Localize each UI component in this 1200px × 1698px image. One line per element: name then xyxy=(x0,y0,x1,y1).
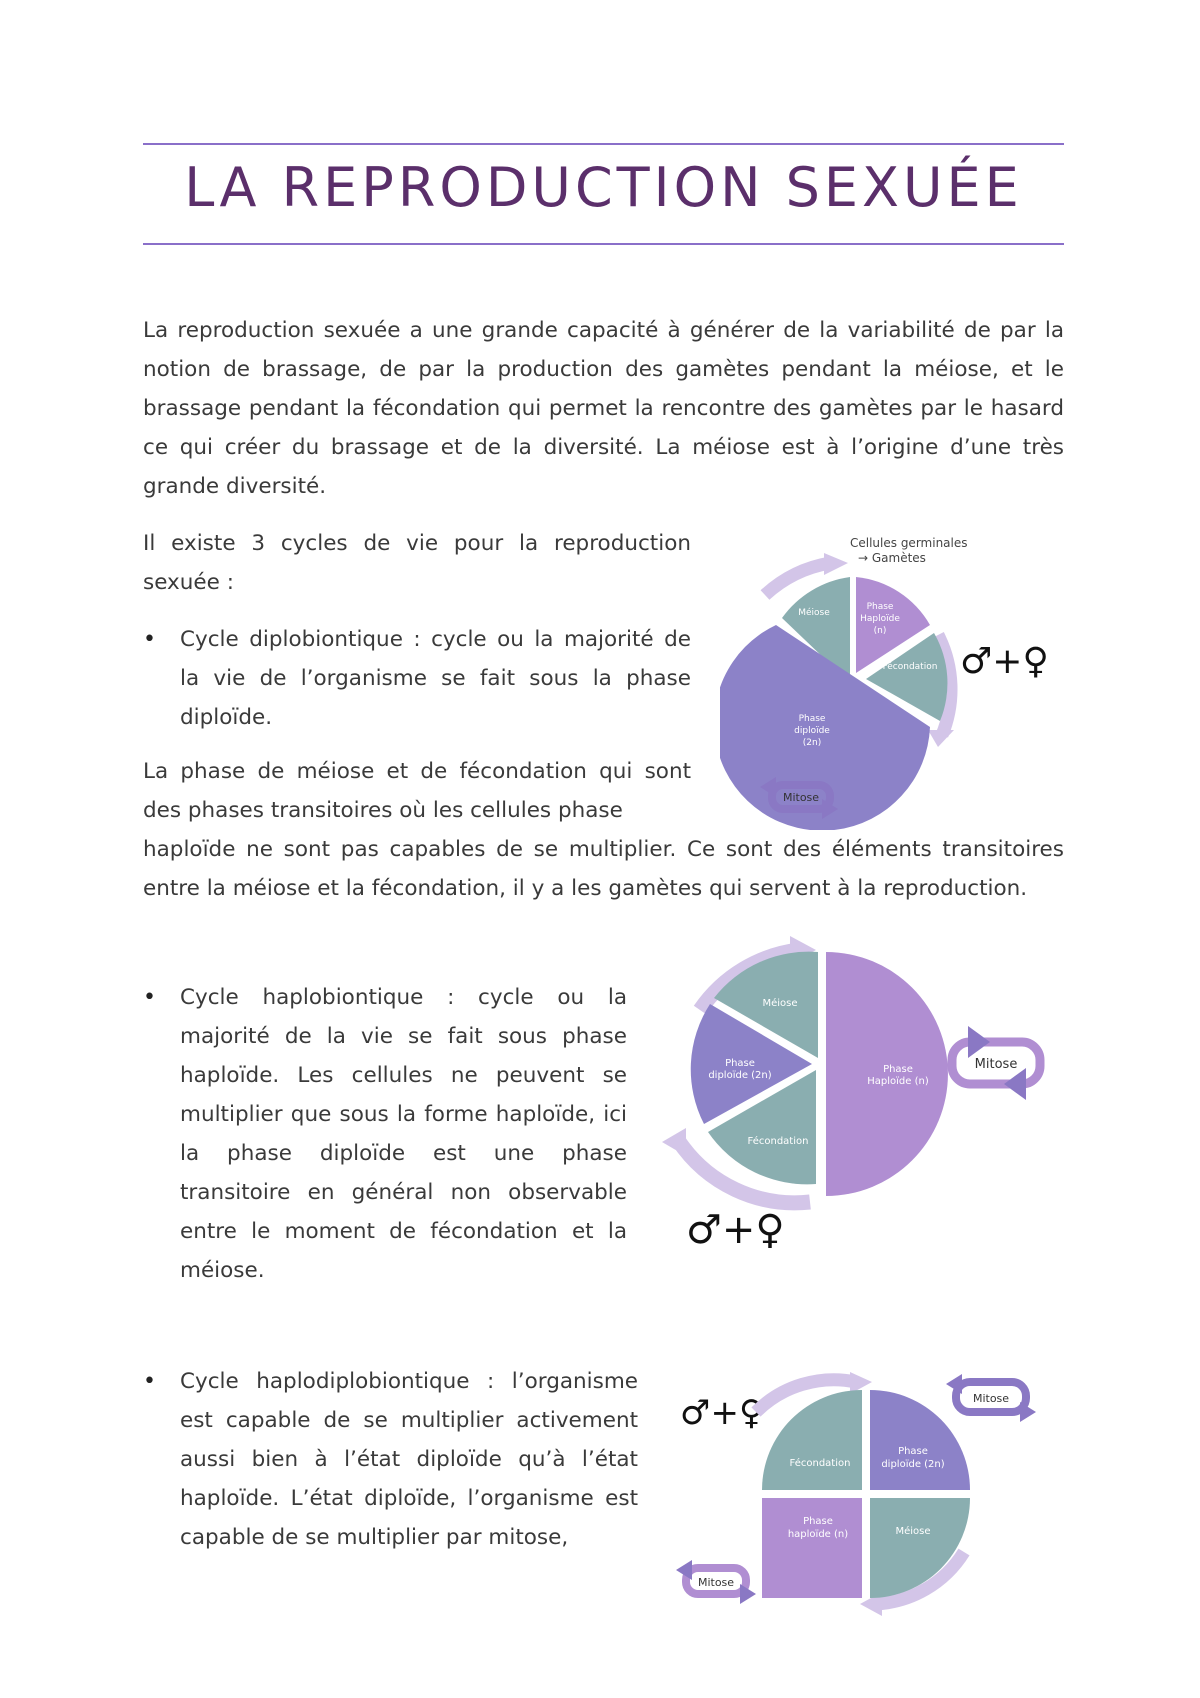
diagram-diplobiontique xyxy=(720,525,1060,830)
label-diploide-1: Phase xyxy=(798,714,826,724)
diagram1-caption-1: Cellules germinales xyxy=(850,536,968,550)
transit-paragraph-start: La phase de méiose et de fécondation qui sont des phases transitoires où les cellules phase xyxy=(143,759,691,823)
arrow-head-bottom xyxy=(662,1128,686,1156)
diagram-haplobiontique xyxy=(650,930,1060,1260)
label-diploide-3: (2n) xyxy=(802,738,822,748)
arrow-head-right xyxy=(928,730,954,747)
intro-paragraph: La reproduction sexuée a une grande capacité à générer de la variabilité de par la notion de brassage, de par la production des gamètes pendant la méiose, et le brassage pendant la fécondation qui permet la rencontre des gamètes par le hasard ce qui créer du brassage et de la diversité. La méiose est à l’origine d’une très grande diversité. xyxy=(143,318,1064,499)
bullet-cycle1: • xyxy=(143,627,156,652)
label-haploide-3: (n) xyxy=(873,626,887,636)
title-rule-top xyxy=(143,143,1064,145)
label-haploide-1: Phase xyxy=(866,602,894,612)
bullet-cycle2: • xyxy=(143,985,156,1010)
cycles-intro: Il existe 3 cycles de vie pour la reproduction sexuée : xyxy=(143,531,691,595)
page-title: LA REPRODUCTION SEXUÉE xyxy=(184,156,1023,219)
transit-paragraph-end: haploïde ne sont pas capables de se multiplier. Ce sont des éléments transitoires entre la méiose et la fécondation, il y a les gamètes qui servent à la reproduction. xyxy=(143,837,1064,901)
label-haploide-1: Phase xyxy=(803,1516,833,1527)
label-fecondation: Fécondation xyxy=(882,662,938,672)
label-diploide-1: Phase xyxy=(725,1058,755,1069)
label-haploide-2: haploïde (n) xyxy=(787,1529,849,1540)
label-mitose: Mitose xyxy=(974,1057,1018,1072)
cycle3-text: Cycle haplodiplobiontique : l’organisme est capable de se multiplier activement aussi bien à l’état diploïde qu’à l’état haploïde. L’état diploïde, l’organisme est capable de se multiplier par mitose, xyxy=(180,1369,638,1550)
label-diploide-2: diploïde xyxy=(794,726,830,736)
title-rule-bottom xyxy=(143,243,1064,245)
gametes-symbols: ♂+♀ xyxy=(680,1393,764,1433)
label-haploide-2: Haploïde xyxy=(860,614,900,624)
label-meiose: Méiose xyxy=(762,998,798,1009)
diagram1-caption-2: → Gamètes xyxy=(858,551,926,565)
label-haploide-2: Haploïde (n) xyxy=(867,1076,929,1087)
mitose-arrow-top xyxy=(968,1026,990,1058)
slice-haploide xyxy=(762,1498,862,1598)
label-mitose: Mitose xyxy=(782,791,820,804)
gametes-symbols: ♂+♀ xyxy=(686,1207,785,1253)
label-fecondation: Fécondation xyxy=(747,1136,809,1147)
label-diploide-2: diploïde (2n) xyxy=(708,1070,772,1081)
arrow-head xyxy=(824,553,848,575)
gametes-symbols: ♂+♀ xyxy=(960,641,1049,682)
label-diploide-1: Phase xyxy=(898,1446,928,1457)
label-mitose-top: Mitose xyxy=(972,1392,1010,1405)
label-fecondation: Fécondation xyxy=(789,1458,851,1469)
slice-meiose xyxy=(870,1498,970,1598)
label-meiose: Méiose xyxy=(895,1526,931,1537)
label-mitose-bottom: Mitose xyxy=(697,1576,735,1589)
label-haploide-1: Phase xyxy=(883,1064,913,1075)
cycle1-text: Cycle diplobiontique : cycle ou la majorité de la vie de l’organisme se fait sous la phase diploïde. xyxy=(180,627,691,730)
label-meiose: Méiose xyxy=(798,608,830,618)
slice-fecondation xyxy=(762,1390,862,1490)
cycle2-text: Cycle haplobiontique : cycle ou la majorité de la vie se fait sous phase haploïde. Les cellules ne peuvent se multiplier que sous la forme haploïde, ici la phase diploïde est une phase transitoire en général non observable entre le moment de fécondation et la méiose. xyxy=(180,985,627,1283)
label-diploide-2: diploïde (2n) xyxy=(881,1459,945,1470)
diagram-haplodiplobiontique xyxy=(660,1372,1060,1622)
bullet-cycle3: • xyxy=(143,1369,156,1394)
mitose-arrow-bottom xyxy=(1004,1068,1026,1100)
